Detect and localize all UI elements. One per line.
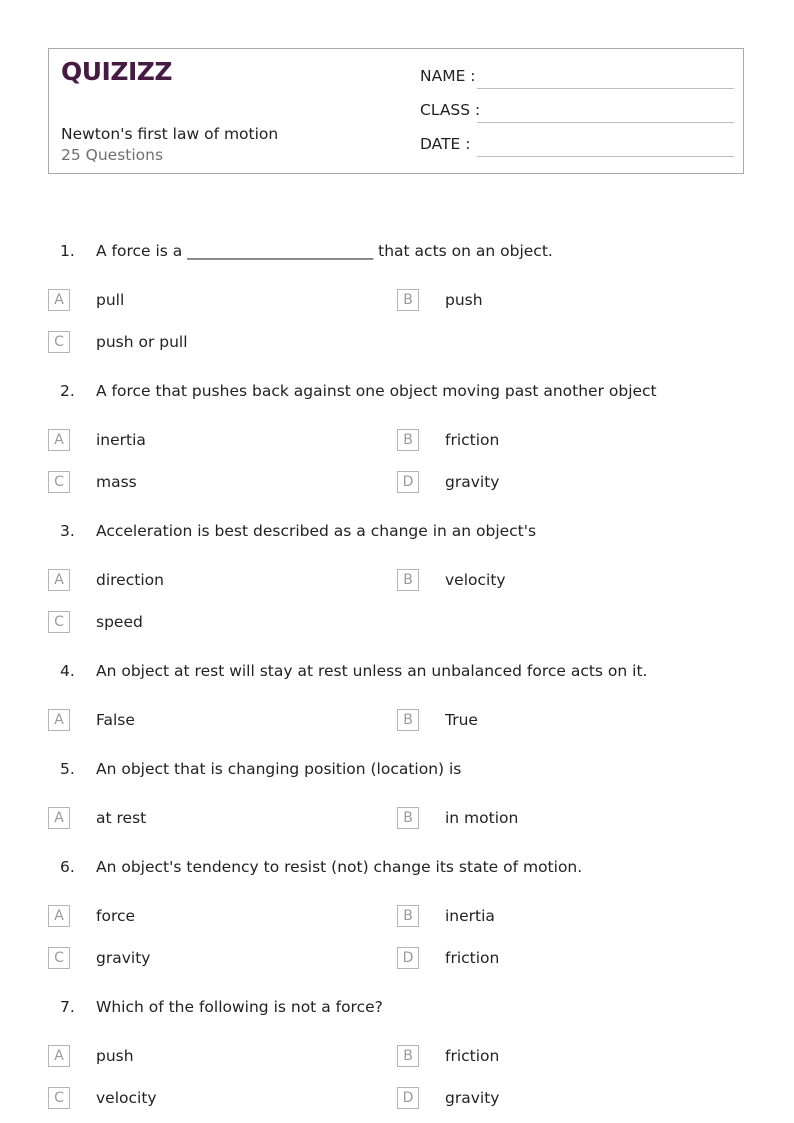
option-letter-box[interactable]: B xyxy=(397,807,419,829)
option-text: friction xyxy=(445,431,500,449)
date-label: DATE : xyxy=(420,135,471,153)
option-letter-box[interactable]: B xyxy=(397,1045,419,1067)
option-letter-box[interactable]: C xyxy=(48,471,70,493)
option-letter-box[interactable]: A xyxy=(48,569,70,591)
option-letter-box[interactable]: B xyxy=(397,709,419,731)
option-letter-box[interactable]: A xyxy=(48,429,70,451)
option-text: pull xyxy=(96,291,125,309)
question-count: 25 Questions xyxy=(61,146,164,164)
option-text: False xyxy=(96,711,135,729)
date-field[interactable] xyxy=(420,135,734,157)
question-text: A force is a ________________________ that acts on an object. xyxy=(96,242,553,260)
question-text: A force that pushes back against one object moving past another object xyxy=(96,382,657,400)
option-text: push xyxy=(96,1047,134,1065)
option-letter-box[interactable]: B xyxy=(397,905,419,927)
option-text: in motion xyxy=(445,809,519,827)
name-field[interactable] xyxy=(420,67,734,89)
option-text: velocity xyxy=(96,1089,157,1107)
question-number: 4. xyxy=(60,662,75,680)
option-letter-box[interactable]: D xyxy=(397,1087,419,1109)
option-text: velocity xyxy=(445,571,506,589)
option-letter-box[interactable]: C xyxy=(48,611,70,633)
option-text: direction xyxy=(96,571,164,589)
class-field[interactable] xyxy=(420,101,734,123)
option-letter-box[interactable]: C xyxy=(48,331,70,353)
option-text: gravity xyxy=(96,949,151,967)
name-label: NAME : xyxy=(420,67,476,85)
question-number: 5. xyxy=(60,760,75,778)
option-text: mass xyxy=(96,473,137,491)
option-letter-box[interactable]: C xyxy=(48,1087,70,1109)
option-text: gravity xyxy=(445,473,500,491)
option-letter-box[interactable]: D xyxy=(397,947,419,969)
question-text: An object that is changing position (location) is xyxy=(96,760,462,778)
question-text: Which of the following is not a force? xyxy=(96,998,383,1016)
option-letter-box[interactable]: B xyxy=(397,569,419,591)
class-line[interactable] xyxy=(477,122,734,123)
option-letter-box[interactable]: A xyxy=(48,807,70,829)
option-letter-box[interactable]: B xyxy=(397,429,419,451)
name-line[interactable] xyxy=(477,88,734,89)
option-text: friction xyxy=(445,949,500,967)
option-letter-box[interactable]: D xyxy=(397,471,419,493)
option-text: gravity xyxy=(445,1089,500,1107)
option-text: inertia xyxy=(445,907,495,925)
option-text: push or pull xyxy=(96,333,188,351)
question-text: An object at rest will stay at rest unless an unbalanced force acts on it. xyxy=(96,662,648,680)
option-text: inertia xyxy=(96,431,146,449)
question-number: 7. xyxy=(60,998,75,1016)
option-letter-box[interactable]: C xyxy=(48,947,70,969)
option-text: force xyxy=(96,907,136,925)
option-text: push xyxy=(445,291,483,309)
option-text: speed xyxy=(96,613,143,631)
option-text: at rest xyxy=(96,809,147,827)
option-letter-box[interactable]: A xyxy=(48,289,70,311)
date-line[interactable] xyxy=(477,156,734,157)
class-label: CLASS : xyxy=(420,101,481,119)
question-number: 2. xyxy=(60,382,75,400)
option-text: True xyxy=(445,711,478,729)
option-letter-box[interactable]: B xyxy=(397,289,419,311)
option-letter-box[interactable]: A xyxy=(48,905,70,927)
option-letter-box[interactable]: A xyxy=(48,709,70,731)
question-number: 1. xyxy=(60,242,75,260)
question-text: An object's tendency to resist (not) change its state of motion. xyxy=(96,858,583,876)
question-number: 3. xyxy=(60,522,75,540)
option-text: friction xyxy=(445,1047,500,1065)
worksheet-title: Newton's first law of motion xyxy=(61,125,279,143)
question-number: 6. xyxy=(60,858,75,876)
question-text: Acceleration is best described as a change in an object's xyxy=(96,522,537,540)
option-letter-box[interactable]: A xyxy=(48,1045,70,1067)
worksheet-header xyxy=(48,48,744,174)
quizizz-logo: QUIZIZZ xyxy=(61,57,173,86)
